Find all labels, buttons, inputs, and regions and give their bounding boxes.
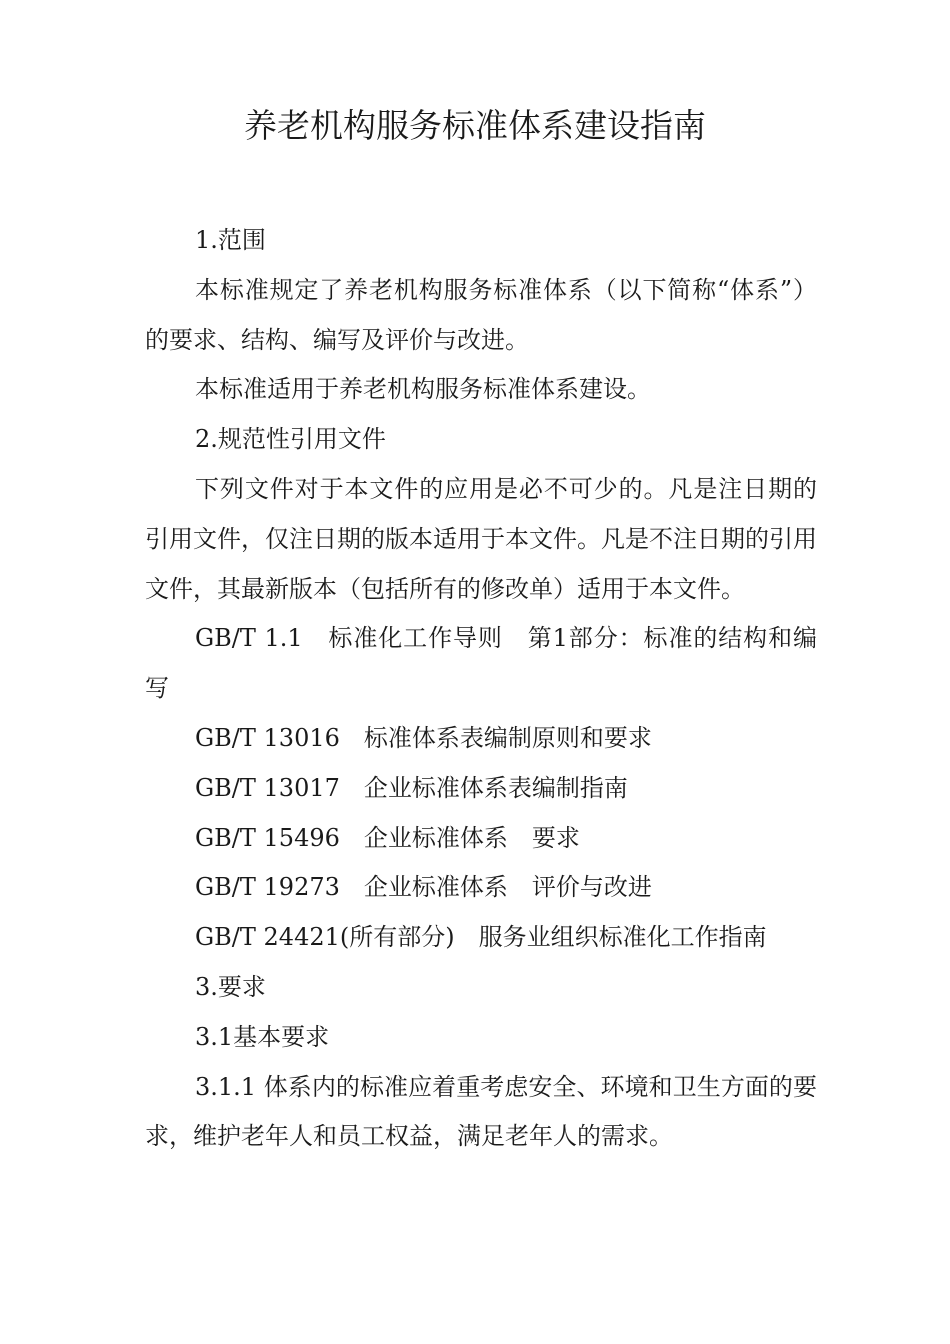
reference-item: GB/T 15496 企业标准体系 要求: [195, 823, 580, 852]
document-body: [145, 216, 817, 1162]
reference-item: GB/T 1.1 标准化工作导则 第1部分：标准的结构和编写: [145, 624, 817, 703]
reference-item: GB/T 24421(所有部分) 服务业组织标准化工作指南: [195, 923, 767, 952]
subsection-heading-basic-requirements: 3.1基本要求: [195, 1022, 330, 1051]
reference-item: GB/T 13016 标准体系表编制原则和要求: [195, 723, 652, 752]
section-heading-normative-references: 2.规范性引用文件: [195, 425, 386, 454]
body-paragraph: 3.1.1 体系内的标准应着重考虑安全、环境和卫生方面的要求，维护老年人和员工权益，满足老年人的需求。: [145, 1072, 817, 1151]
reference-item: GB/T 19273 企业标准体系 评价与改进: [195, 873, 652, 902]
body-paragraph: 本标准规定了养老机构服务标准体系（以下简称“体系”）的要求、结构、编写及评价与改进。: [145, 275, 817, 354]
document-title: 养老机构服务标准体系建设指南: [244, 106, 706, 145]
body-paragraph: 下列文件对于本文件的应用是必不可少的。凡是注日期的引用文件，仅注日期的版本适用于本文件。凡是不注日期的引用文件，其最新版本（包括所有的修改单）适用于本文件。: [145, 474, 817, 603]
body-paragraph: 本标准适用于养老机构服务标准体系建设。: [195, 375, 651, 404]
section-heading-requirements: 3.要求: [195, 972, 266, 1001]
reference-item: GB/T 13017 企业标准体系表编制指南: [195, 773, 628, 802]
section-heading-scope: 1.范围: [195, 226, 266, 254]
